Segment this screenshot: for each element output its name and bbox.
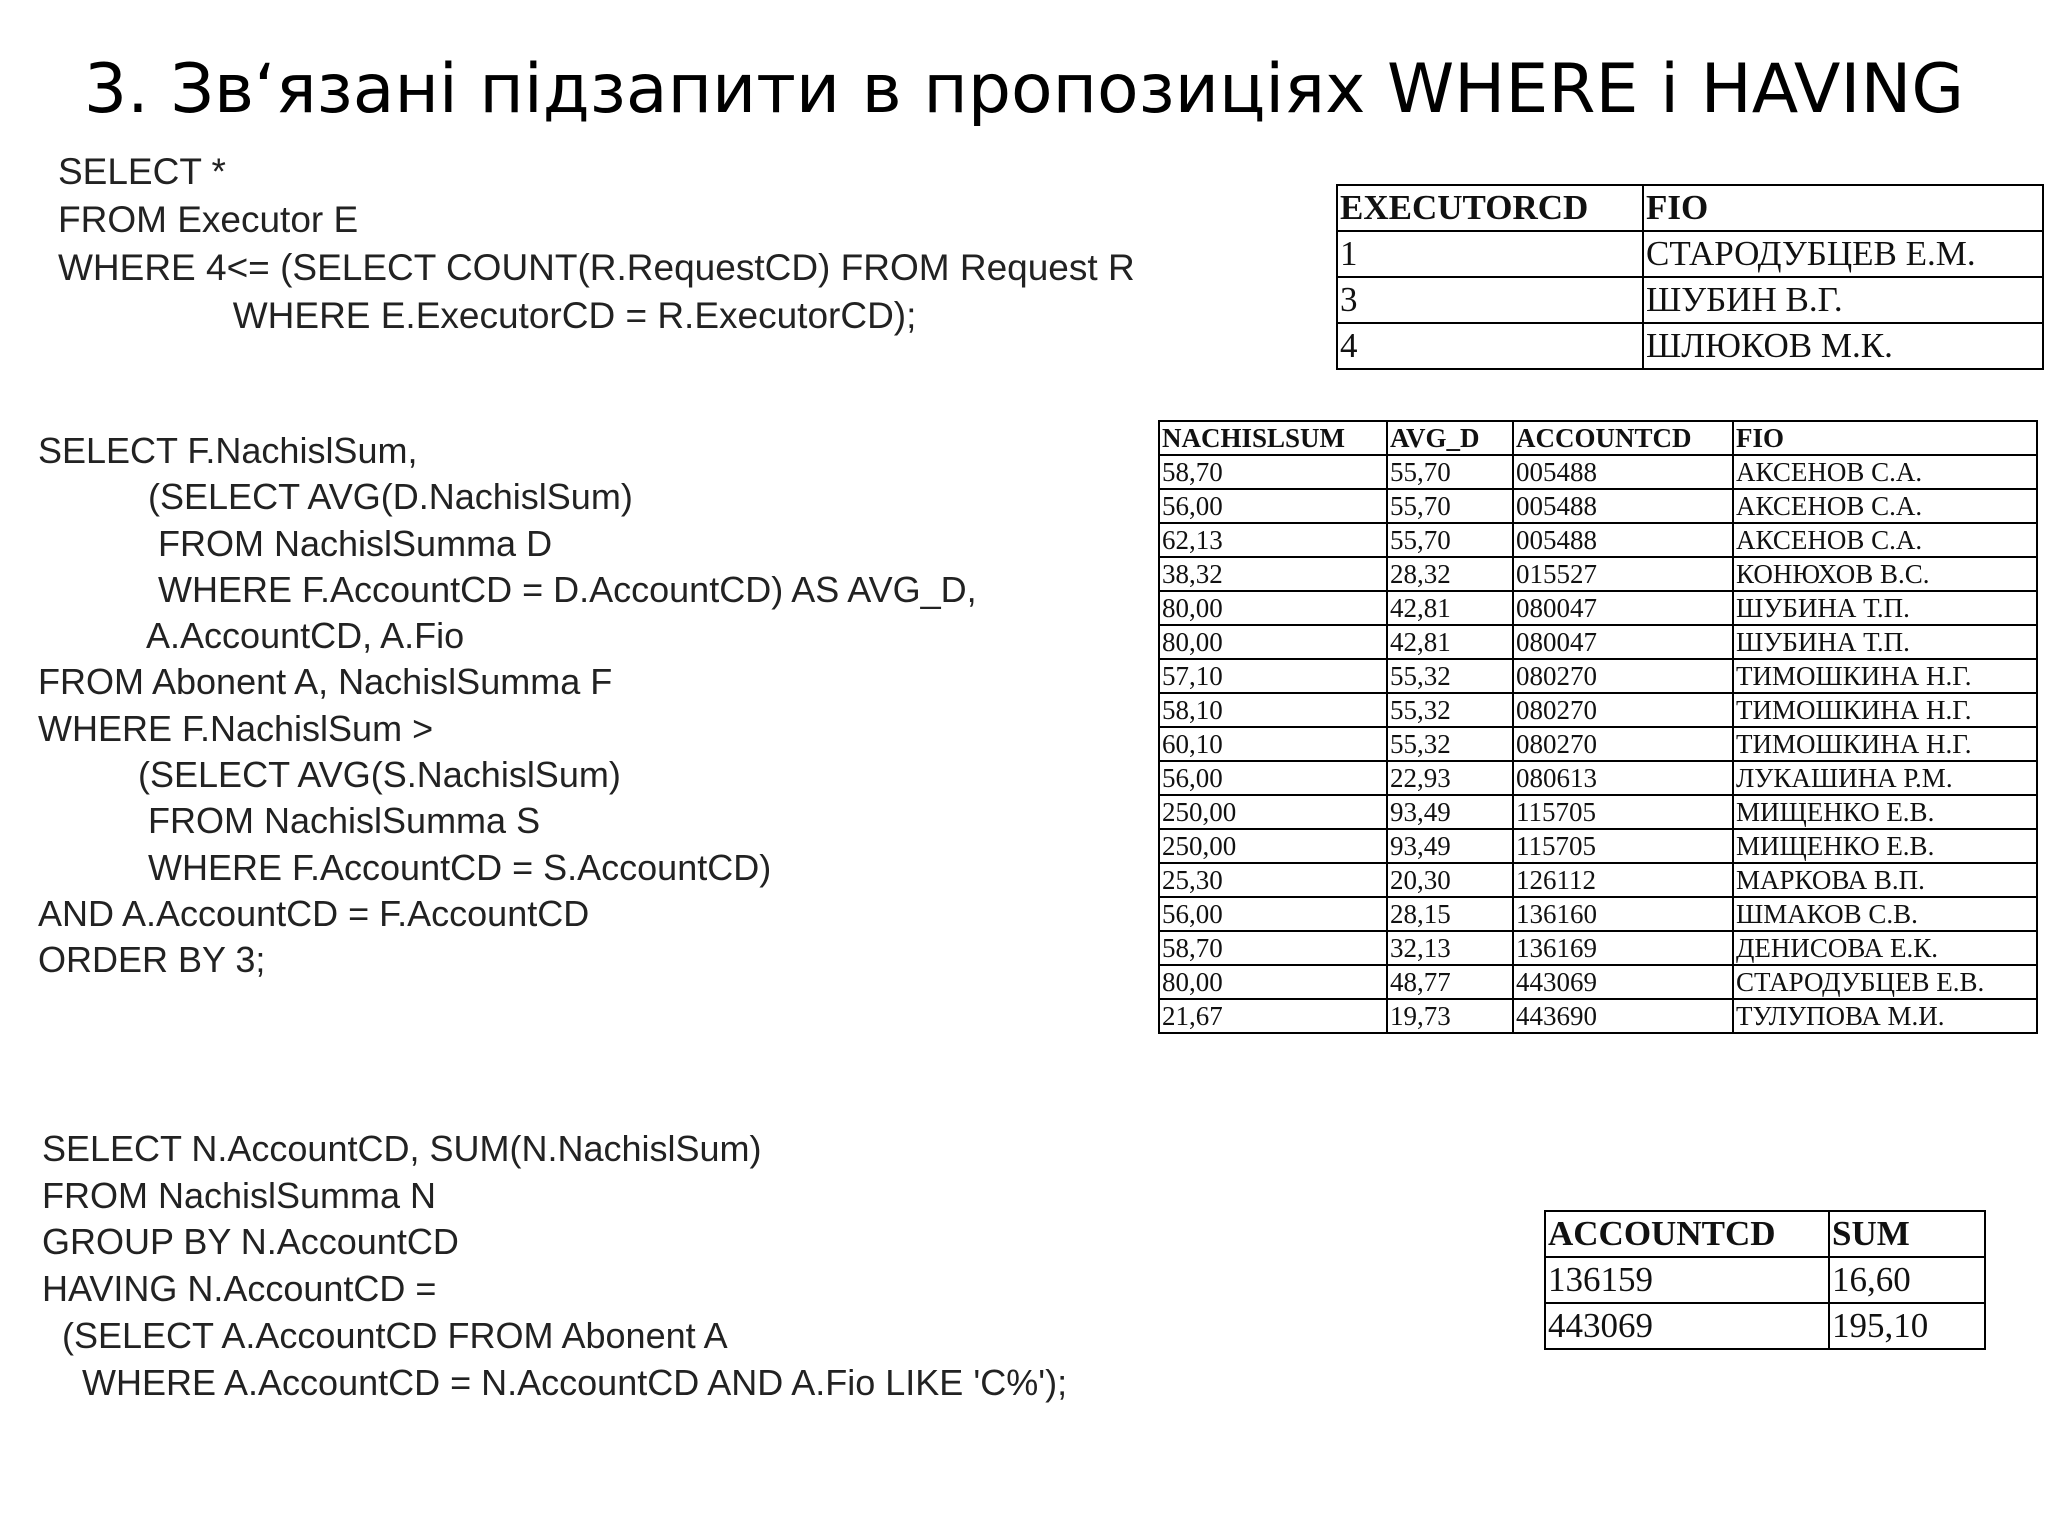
table-cell: 005488 [1513, 523, 1733, 557]
column-header: SUM [1829, 1211, 1985, 1257]
table-cell: 55,70 [1387, 523, 1513, 557]
table-cell: 16,60 [1829, 1257, 1985, 1303]
table-cell: 4 [1337, 323, 1643, 369]
table-cell: 55,32 [1387, 659, 1513, 693]
result-table-having [1544, 1210, 1986, 1350]
sql-line: (SELECT AVG(S.NachislSum) [38, 754, 621, 796]
column-header: AVG_D [1387, 421, 1513, 455]
table-cell: 19,73 [1387, 999, 1513, 1033]
table-row [1159, 625, 2037, 659]
table-row [1159, 489, 2037, 523]
table-cell: 60,10 [1159, 727, 1387, 761]
table-row [1545, 1303, 1985, 1349]
table-row [1159, 761, 2037, 795]
table-cell: 56,00 [1159, 897, 1387, 931]
column-header: ACCOUNTCD [1545, 1211, 1829, 1257]
table-row [1159, 557, 2037, 591]
table-cell: 25,30 [1159, 863, 1387, 897]
table-cell: 58,70 [1159, 455, 1387, 489]
table-cell: 080270 [1513, 693, 1733, 727]
table-row [1159, 795, 2037, 829]
sql-line: WHERE E.ExecutorCD = R.ExecutorCD); [58, 295, 917, 336]
table-cell: МИЩЕНКО Е.В. [1733, 829, 2037, 863]
table-cell: 080047 [1513, 625, 1733, 659]
table-cell: 080270 [1513, 727, 1733, 761]
table-cell: ШУБИНА Т.П. [1733, 591, 2037, 625]
table-cell: МАРКОВА В.П. [1733, 863, 2037, 897]
table-cell: 443690 [1513, 999, 1733, 1033]
table-cell: 136160 [1513, 897, 1733, 931]
table-cell: ШУБИНА Т.П. [1733, 625, 2037, 659]
sql-line: WHERE F.NachislSum > [38, 707, 434, 749]
sql-line: WHERE 4<= (SELECT COUNT(R.RequestCD) FROM Request R [58, 247, 1135, 288]
table-cell: АКСЕНОВ С.А. [1733, 455, 2037, 489]
column-header: NACHISLSUM [1159, 421, 1387, 455]
table-cell: 56,00 [1159, 489, 1387, 523]
table-cell: 080270 [1513, 659, 1733, 693]
table-cell: АКСЕНОВ С.А. [1733, 489, 2037, 523]
sql-line: FROM NachislSumma D [38, 522, 553, 564]
table-row [1159, 965, 2037, 999]
table-cell: 1 [1337, 231, 1643, 277]
table-cell: 136159 [1545, 1257, 1829, 1303]
table-row [1159, 659, 2037, 693]
sql-line: FROM Executor E [58, 199, 359, 240]
table-cell: КОНЮХОВ В.С. [1733, 557, 2037, 591]
table-cell: ДЕНИСОВА Е.К. [1733, 931, 2037, 965]
table-header-row [1545, 1211, 1985, 1257]
result-table-nachisl [1158, 420, 2038, 1034]
table-row [1337, 231, 2043, 277]
table-cell: 56,00 [1159, 761, 1387, 795]
table-cell: АКСЕНОВ С.А. [1733, 523, 2037, 557]
table-cell: 42,81 [1387, 625, 1513, 659]
table-cell: ТУЛУПОВА М.И. [1733, 999, 2037, 1033]
table-cell: 080613 [1513, 761, 1733, 795]
table-header-row [1159, 421, 2037, 455]
table-cell: ТИМОШКИНА Н.Г. [1733, 659, 2037, 693]
table-cell: 443069 [1513, 965, 1733, 999]
table-row [1159, 727, 2037, 761]
table-cell: 250,00 [1159, 829, 1387, 863]
table-row [1159, 999, 2037, 1033]
table-cell: 58,70 [1159, 931, 1387, 965]
table-row [1159, 897, 2037, 931]
sql-line: FROM NachislSumma S [38, 800, 541, 842]
table-cell: 48,77 [1387, 965, 1513, 999]
table-row [1159, 829, 2037, 863]
table-cell: 28,32 [1387, 557, 1513, 591]
table-cell: 126112 [1513, 863, 1733, 897]
sql-line: (SELECT A.AccountCD FROM Abonent A [42, 1314, 728, 1356]
table-row [1159, 693, 2037, 727]
table-header-row [1337, 185, 2043, 231]
table-cell: 080047 [1513, 591, 1733, 625]
sql-query-avg-subquery [38, 428, 977, 984]
sql-line: SELECT F.NachislSum, [38, 430, 418, 471]
table-cell: 005488 [1513, 489, 1733, 523]
table-cell: МИЩЕНКО Е.В. [1733, 795, 2037, 829]
table-cell: ТИМОШКИНА Н.Г. [1733, 693, 2037, 727]
column-header: ACCOUNTCD [1513, 421, 1733, 455]
table-cell: 55,32 [1387, 693, 1513, 727]
table-cell: 80,00 [1159, 965, 1387, 999]
sql-line: GROUP BY N.AccountCD [42, 1221, 459, 1263]
table-cell: 55,32 [1387, 727, 1513, 761]
table-cell: 115705 [1513, 829, 1733, 863]
table-row [1337, 323, 2043, 369]
table-cell: 443069 [1545, 1303, 1829, 1349]
table-cell: СТАРОДУБЦЕВ Е.В. [1733, 965, 2037, 999]
table-cell: 3 [1337, 277, 1643, 323]
sql-line: FROM NachislSumma N [42, 1174, 437, 1216]
table-row [1159, 863, 2037, 897]
table-cell: 20,30 [1387, 863, 1513, 897]
table-cell: 55,70 [1387, 455, 1513, 489]
sql-line: WHERE A.AccountCD = N.AccountCD AND A.Fio LIKE 'C%'); [42, 1361, 1068, 1403]
table-cell: ШУБИН В.Г. [1643, 277, 2043, 323]
sql-line: SELECT N.AccountCD, SUM(N.NachislSum) [42, 1128, 762, 1169]
table-cell: СТАРОДУБЦЕВ Е.М. [1643, 231, 2043, 277]
table-cell: 115705 [1513, 795, 1733, 829]
sql-line: ORDER BY 3; [38, 939, 266, 981]
table-row [1159, 455, 2037, 489]
table-cell: 80,00 [1159, 591, 1387, 625]
sql-line: SELECT * [58, 151, 226, 192]
column-header: FIO [1643, 185, 2043, 231]
sql-line: (SELECT AVG(D.NachislSum) [38, 476, 633, 518]
table-cell: 005488 [1513, 455, 1733, 489]
column-header: FIO [1733, 421, 2037, 455]
table-cell: 250,00 [1159, 795, 1387, 829]
table-cell: 80,00 [1159, 625, 1387, 659]
sql-line: A.AccountCD, A.Fio [38, 615, 465, 657]
table-cell: ЛУКАШИНА Р.М. [1733, 761, 2037, 795]
sql-line: FROM Abonent A, NachislSumma F [38, 661, 613, 703]
table-cell: ШЛЮКОВ М.К. [1643, 323, 2043, 369]
table-cell: 015527 [1513, 557, 1733, 591]
sql-line: AND A.AccountCD = F.AccountCD [38, 892, 590, 934]
table-row [1337, 277, 2043, 323]
table-cell: 62,13 [1159, 523, 1387, 557]
table-cell: ШМАКОВ С.В. [1733, 897, 2037, 931]
sql-line: HAVING N.AccountCD = [42, 1268, 437, 1310]
sql-query-where-count [58, 148, 1135, 340]
slide-title: 3. Зв‘язані підзапити в пропозиціях WHERE і HAVING [83, 50, 1965, 129]
table-cell: 58,10 [1159, 693, 1387, 727]
result-table-executors [1336, 184, 2044, 370]
table-cell: 42,81 [1387, 591, 1513, 625]
table-cell: 28,15 [1387, 897, 1513, 931]
table-cell: 55,70 [1387, 489, 1513, 523]
column-header: EXECUTORCD [1337, 185, 1643, 231]
table-cell: ТИМОШКИНА Н.Г. [1733, 727, 2037, 761]
table-cell: 93,49 [1387, 795, 1513, 829]
table-row [1159, 523, 2037, 557]
table-cell: 57,10 [1159, 659, 1387, 693]
sql-line: WHERE F.AccountCD = S.AccountCD) [38, 846, 772, 888]
table-cell: 21,67 [1159, 999, 1387, 1033]
table-row [1159, 931, 2037, 965]
table-row [1159, 591, 2037, 625]
sql-query-having [42, 1126, 1067, 1406]
sql-line: WHERE F.AccountCD = D.AccountCD) AS AVG_D, [38, 568, 977, 610]
table-cell: 195,10 [1829, 1303, 1985, 1349]
table-cell: 93,49 [1387, 829, 1513, 863]
table-cell: 38,32 [1159, 557, 1387, 591]
table-row [1545, 1257, 1985, 1303]
table-cell: 22,93 [1387, 761, 1513, 795]
table-cell: 136169 [1513, 931, 1733, 965]
table-cell: 32,13 [1387, 931, 1513, 965]
